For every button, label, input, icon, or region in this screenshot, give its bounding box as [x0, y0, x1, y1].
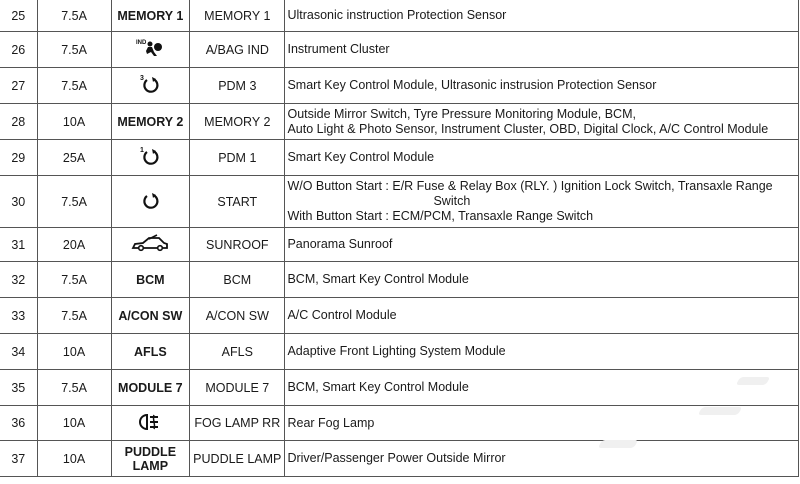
fuse-description — [285, 176, 799, 228]
fuse-name: MEMORY 2 — [190, 104, 285, 140]
fuse-row — [0, 228, 799, 262]
fuse-row — [0, 298, 799, 334]
fuse-number: 32 — [0, 262, 37, 298]
pdm1-icon — [139, 146, 161, 169]
fuse-rating: 10A — [37, 441, 111, 477]
fuse-name: PDM 1 — [190, 140, 285, 176]
fuse-symbol — [111, 68, 190, 104]
description-line: Rear Fog Lamp — [287, 415, 375, 430]
description-line: Driver/Passenger Power Outside Mirror — [287, 451, 506, 465]
fuse-symbol — [111, 176, 190, 228]
fuse-number: 30 — [0, 176, 37, 228]
fuse-description — [285, 68, 799, 104]
fuse-description — [285, 334, 799, 370]
watermark-mark — [598, 440, 639, 448]
description-line: Smart Key Control Module, Ultrasonic instrusion Protection Sensor — [287, 78, 657, 92]
fuse-name: SUNROOF — [190, 228, 285, 262]
fuse-name: PUDDLE LAMP — [190, 441, 285, 477]
fuse-symbol-line: LAMP — [132, 458, 169, 473]
fuse-description — [285, 441, 799, 477]
fuse-description — [285, 104, 799, 140]
fuse-number: 27 — [0, 68, 37, 104]
fuse-row — [0, 406, 799, 441]
fuse-row — [0, 104, 799, 140]
fuse-rating: 7.5A — [37, 68, 111, 104]
fuse-rating: 10A — [37, 334, 111, 370]
fuse-symbol: MEMORY 1 — [111, 0, 190, 32]
icon-label: IND — [136, 40, 147, 46]
fuse-symbol — [111, 32, 190, 68]
description-line: BCM, Smart Key Control Module — [287, 380, 469, 394]
description-line: With Button Start : ECM/PCM, Transaxle Range Switch — [287, 209, 594, 223]
fuse-rating: 20A — [37, 228, 111, 262]
fuse-rating: 7.5A — [37, 176, 111, 228]
fuse-rating: 7.5A — [37, 0, 111, 32]
fuse-row — [0, 334, 799, 370]
fuse-symbol: BCM — [111, 262, 190, 298]
fuse-name: AFLS — [190, 334, 285, 370]
fuse-name: MODULE 7 — [190, 370, 285, 406]
description-line: Switch — [433, 194, 471, 208]
fuse-name: FOG LAMP RR — [190, 406, 285, 441]
description-line: Adaptive Front Lighting System Module — [287, 344, 506, 358]
fuse-symbol-line: PUDDLE — [124, 444, 177, 459]
fuse-description — [285, 228, 799, 262]
fuse-rating: 7.5A — [37, 370, 111, 406]
icon-label: 3 — [140, 75, 145, 82]
fuse-rating: 10A — [37, 104, 111, 140]
fuse-rating: 7.5A — [37, 262, 111, 298]
fuse-rating: 7.5A — [37, 32, 111, 68]
fuse-symbol: MODULE 7 — [111, 370, 190, 406]
fuse-symbol — [111, 228, 190, 262]
fuse-name: BCM — [190, 262, 285, 298]
description-line: Panorama Sunroof — [287, 237, 393, 251]
fuse-symbol — [111, 441, 190, 477]
description-line: Instrument Cluster — [287, 42, 390, 56]
fuse-description — [285, 298, 799, 334]
watermark-mark — [698, 407, 743, 415]
fuse-symbol — [111, 406, 190, 441]
fuse-row — [0, 68, 799, 104]
description-line: Auto Light & Photo Sensor, Instrument Cluster, OBD, Digital Clock, A/C Control Module — [287, 121, 769, 136]
fuse-number: 34 — [0, 334, 37, 370]
fuse-number: 28 — [0, 104, 37, 140]
fuse-number: 25 — [0, 0, 37, 32]
fuse-rating: 25A — [37, 140, 111, 176]
fuse-number: 26 — [0, 32, 37, 68]
fog-lamp-icon — [139, 413, 161, 434]
airbag-indicator-icon — [135, 38, 165, 61]
fuse-row — [0, 0, 799, 32]
watermark-mark — [736, 377, 771, 385]
fuse-name: A/BAG IND — [190, 32, 285, 68]
fuse-name: PDM 3 — [190, 68, 285, 104]
fuse-row — [0, 370, 799, 406]
fuse-name: A/CON SW — [190, 298, 285, 334]
fuse-description — [285, 140, 799, 176]
fuse-name: MEMORY 1 — [190, 0, 285, 32]
fuse-description — [285, 32, 799, 68]
fuse-row — [0, 262, 799, 298]
fuse-number: 29 — [0, 140, 37, 176]
fuse-row — [0, 32, 799, 68]
fuse-name: START — [190, 176, 285, 228]
description-line: Smart Key Control Module — [287, 150, 435, 164]
fuse-row — [0, 441, 799, 477]
icon-label: 1 — [140, 147, 145, 154]
fuse-rating: 10A — [37, 406, 111, 441]
description-line: A/C Control Module — [287, 308, 397, 322]
fuse-symbol — [111, 140, 190, 176]
fuse-number: 36 — [0, 406, 37, 441]
pdm3-icon — [139, 74, 161, 97]
sunroof-icon — [131, 234, 169, 255]
start-icon — [139, 190, 161, 213]
fuse-description — [285, 262, 799, 298]
fuse-number: 35 — [0, 370, 37, 406]
fuse-symbol: AFLS — [111, 334, 190, 370]
fuse-description — [285, 370, 799, 406]
fuse-symbol: A/CON SW — [111, 298, 190, 334]
fuse-number: 33 — [0, 298, 37, 334]
description-line: Outside Mirror Switch, Tyre Pressure Monitoring Module, BCM, — [287, 106, 636, 121]
fuse-row — [0, 176, 799, 228]
description-line: BCM, Smart Key Control Module — [287, 272, 469, 286]
fuse-number: 31 — [0, 228, 37, 262]
fuse-description — [285, 0, 799, 32]
fuse-number: 37 — [0, 441, 37, 477]
description-line: Ultrasonic instruction Protection Sensor — [287, 8, 507, 22]
fuse-rating: 7.5A — [37, 298, 111, 334]
fuse-symbol: MEMORY 2 — [111, 104, 190, 140]
fuse-row — [0, 140, 799, 176]
description-line: W/O Button Start : E/R Fuse & Relay Box (RLY. ) Ignition Lock Switch, Transaxle Range — [287, 179, 773, 193]
